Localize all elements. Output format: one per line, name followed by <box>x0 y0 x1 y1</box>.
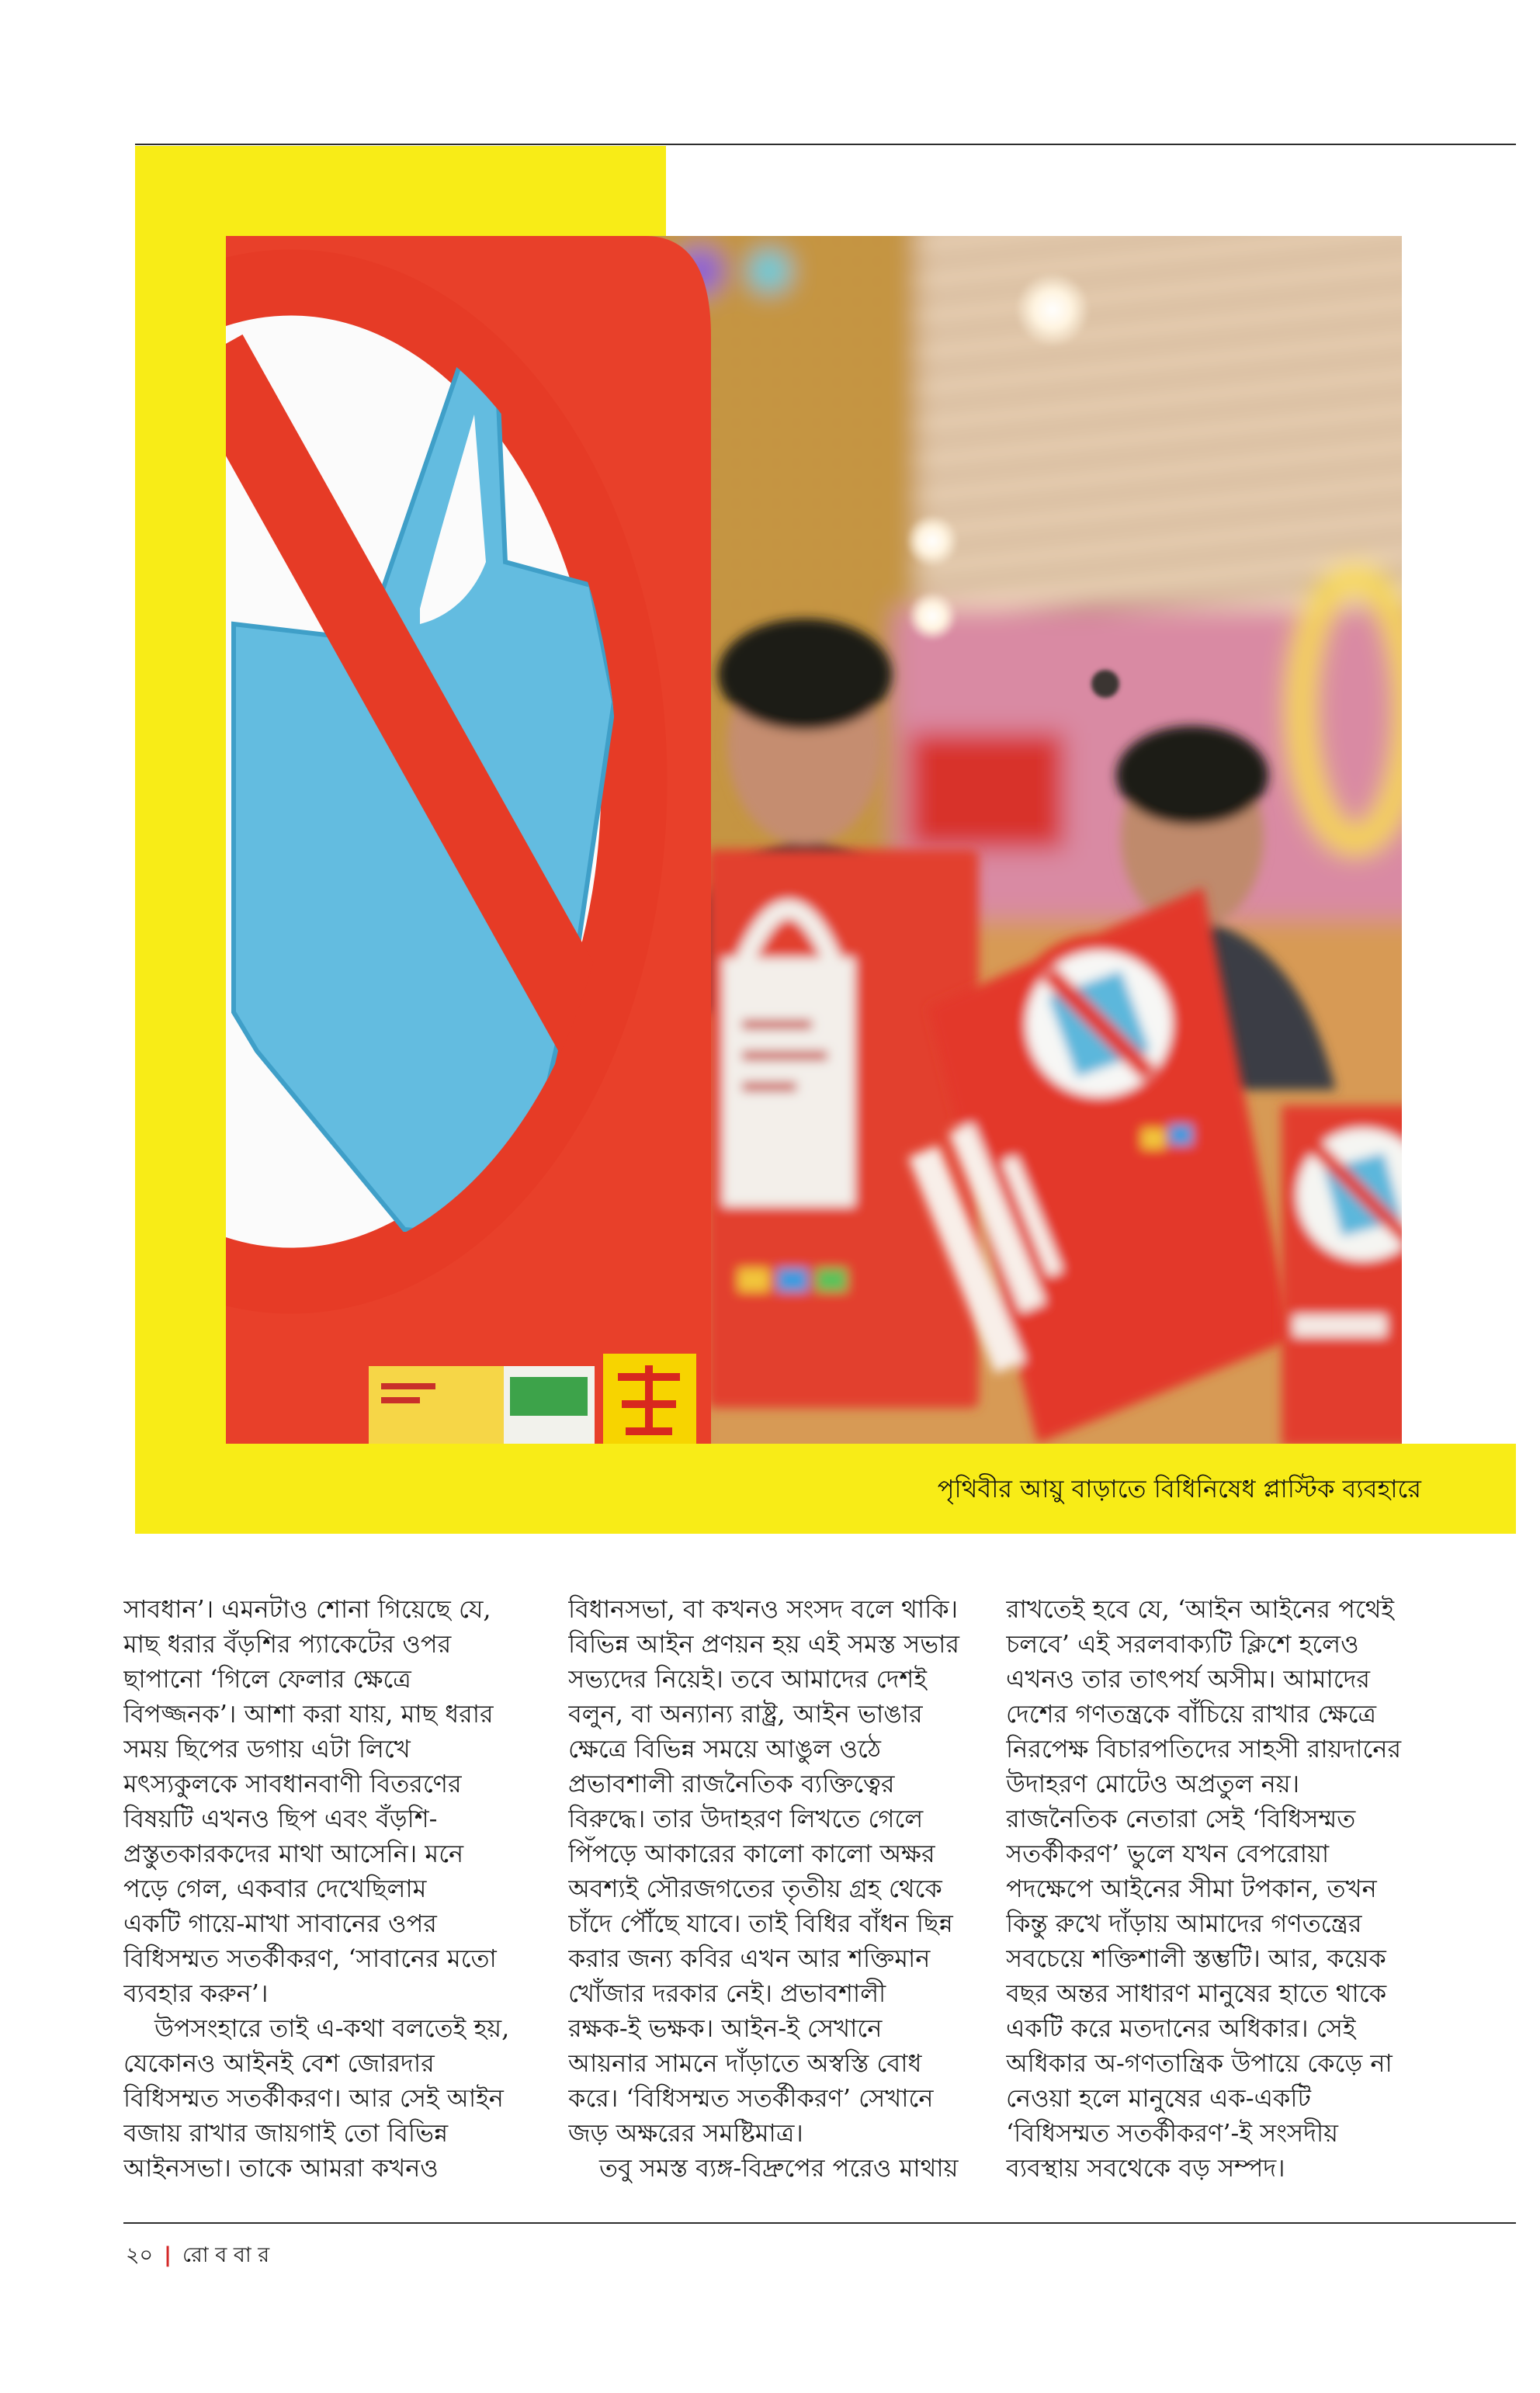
article-line: সাবধান’। এমনটাও শোনা গিয়েছে যে, <box>123 1594 491 1624</box>
article-line: অবশ্যই সৌরজগতের তৃতীয় গ্রহ থেকে <box>568 1874 942 1903</box>
article-line: পদক্ষেপে আইনের সীমা টপকান, তখন <box>1006 1874 1377 1903</box>
article-line: বিরুদ্ধে। তার উদাহরণ লিখতে গেলে <box>568 1804 924 1833</box>
magazine-name: রো ব বা র <box>182 2243 270 2267</box>
article-line: কিন্তু রুখে দাঁড়ায় আমাদের গণতন্ত্রের <box>1006 1909 1362 1938</box>
article-photo <box>226 236 1402 1444</box>
caption-band <box>135 1444 1516 1534</box>
article-line: প্রভাবশালী রাজনৈতিক ব্যক্তিত্বের <box>568 1769 895 1798</box>
article-line: পড়ে গেল, একবার দেখেছিলাম <box>123 1874 427 1903</box>
article-line: করার জন্য কবির এখন আর শক্তিমান <box>568 1944 931 1973</box>
article-line: বিধিসম্মত সতর্কীকরণ, ‘সাবানের মতো <box>123 1944 497 1973</box>
article-line: করে। ‘বিধিসম্মত সতর্কীকরণ’ সেখানে <box>568 2083 934 2113</box>
article-line: নিরপেক্ষ বিচারপতিদের সাহসী রায়দানের <box>1006 1734 1402 1764</box>
article-line: সভ্যদের নিয়েই। তবে আমাদের দেশই <box>568 1664 927 1694</box>
footer-separator: | <box>164 2243 172 2267</box>
article-line: সবচেয়ে শক্তিশালী স্তম্ভটি। আর, কয়েক <box>1006 1944 1386 1973</box>
article-line: আয়নার সামনে দাঁড়াতে অস্বস্তি বোধ <box>568 2048 922 2078</box>
footer-rule <box>123 2222 1516 2224</box>
article-line: ব্যবস্থায় সবথেকে বড় সম্পদ। <box>1006 2153 1285 2183</box>
article-line: তবু সমস্ত ব্যঙ্গ-বিদ্রুপের পরেও মাথায় <box>599 2153 959 2183</box>
photo-caption: পৃথিবীর আয়ু বাড়াতে বিধিনিষেধ প্লাস্টিক ব্যবহারে <box>937 1474 1421 1503</box>
article-line: বিধিসম্মত সতর্কীকরণ। আর সেই আইন <box>123 2083 504 2113</box>
article-line: বছর অন্তর সাধারণ মানুষের হাতে থাকে <box>1006 1979 1387 2008</box>
article-line: পিঁপড়ে আকারের কালো কালো অক্ষর <box>568 1839 935 1868</box>
article-line: বিষয়টি এখনও ছিপ এবং বঁড়শি- <box>123 1804 438 1833</box>
article-line: একটি গায়ে-মাখা সাবানের ওপর <box>123 1909 437 1938</box>
article-line: ব্যবহার করুন’। <box>123 1979 269 2008</box>
protest-board-right <box>1282 1105 1402 1444</box>
article-line: উদাহরণ মোটেও অপ্রতুল নয়। <box>1006 1769 1300 1798</box>
article-line: বিভিন্ন আইন প্রণয়ন হয় এই সমস্ত সভার <box>568 1629 959 1659</box>
article-line: দেশের গণতন্ত্রকে বাঁচিয়ে রাখার ক্ষেত্রে <box>1006 1699 1376 1729</box>
article-line: চাঁদে পৌঁছে যাবে। তাই বিধির বাঁধন ছিন্ন <box>568 1909 953 1938</box>
article-line: অধিকার অ-গণতান্ত্রিক উপায়ে কেড়ে না <box>1006 2048 1393 2078</box>
page-number: ২০ <box>126 2243 154 2267</box>
article-line: চলবে’ এই সরলবাক্যটি ক্লিশে হলেও <box>1006 1629 1359 1659</box>
article-column-3 <box>1006 1592 1472 2186</box>
article-line: রাখতেই হবে যে, ‘আইন আইনের পথেই <box>1006 1594 1395 1624</box>
article-line: যেকোনও আইনই বেশ জোরদার <box>123 2048 435 2078</box>
article-line: রাজনৈতিক নেতারা সেই ‘বিধিসম্মত <box>1006 1804 1356 1833</box>
article-line: রক্ষক-ই ভক্ষক। আইন-ই সেখানে <box>568 2013 883 2043</box>
article-line: ‘বিধিসম্মত সতর্কীকরণ’-ই সংসদীয় <box>1006 2118 1339 2148</box>
top-rule <box>135 144 1516 145</box>
protest-board-bag <box>707 849 979 1408</box>
article-line: ছাপানো ‘গিলে ফেলার ক্ষেত্রে <box>123 1664 411 1694</box>
article-line: উপসংহারে তাই এ-কথা বলতেই হয়, <box>154 2013 510 2043</box>
article-line: মৎস্যকুলকে সাবধানবাণী বিতরণের <box>123 1769 462 1798</box>
article-line: বজায় রাখার জায়গাই তো বিভিন্ন <box>123 2118 449 2148</box>
article-line: বিপজ্জনক’। আশা করা যায়, মাছ ধরার <box>123 1699 494 1729</box>
article-line: বলুন, বা অন্যান্য রাষ্ট্র, আইন ভাঙার <box>568 1699 923 1729</box>
article-line: খোঁজার দরকার নেই। প্রভাবশালী <box>568 1979 886 2008</box>
article-line: জড় অক্ষরের সমষ্টিমাত্র। <box>568 2118 803 2148</box>
article-line: সময় ছিপের ডগায় এটা লিখে <box>123 1734 411 1764</box>
article-line: মাছ ধরার বঁড়শির প্যাকেটের ওপর <box>123 1629 452 1659</box>
article-line: একটি করে মতদানের অধিকার। সেই <box>1006 2013 1356 2043</box>
page-footer <box>126 2239 269 2273</box>
no-plastic-bag-sign <box>226 236 711 1444</box>
article-column-1 <box>123 1592 550 2186</box>
article-line: বিধানসভা, বা কখনও সংসদ বলে থাকি। <box>568 1594 959 1624</box>
article-line: প্রস্তুতকারকদের মাথা আসেনি। মনে <box>123 1839 464 1868</box>
article-column-2 <box>568 1592 987 2186</box>
article-line: আইনসভা। তাকে আমরা কখনও <box>123 2153 439 2183</box>
article-line: নেওয়া হলে মানুষের এক-একটি <box>1006 2083 1311 2113</box>
article-line: সতর্কীকরণ’ ভুলে যখন বেপরোয়া <box>1006 1839 1330 1868</box>
article-line: ক্ষেত্রে বিভিন্ন সময়ে আঙুল ওঠে <box>568 1734 881 1764</box>
article-line: এখনও তার তাৎপর্য অসীম। আমাদের <box>1006 1664 1371 1694</box>
